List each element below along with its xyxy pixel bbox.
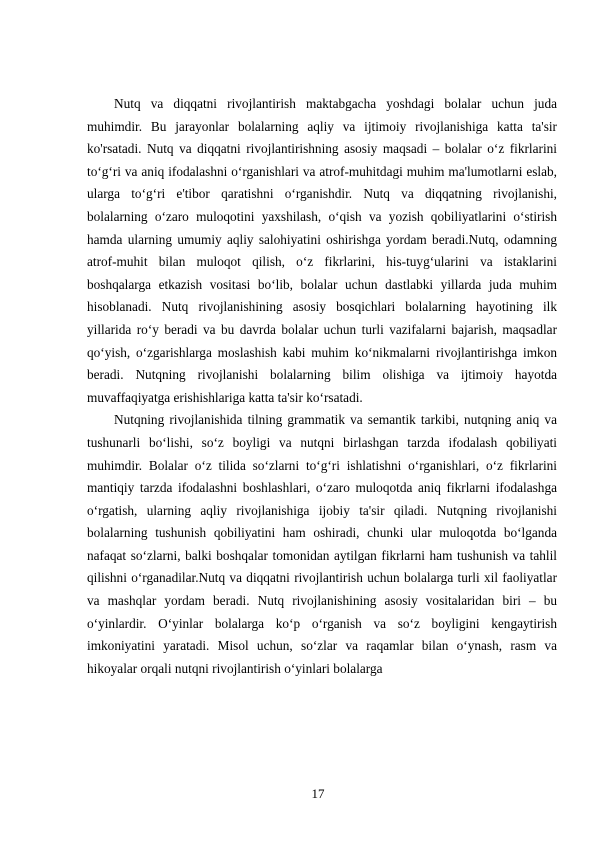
- paragraph-2: Nutqning rivojlanishida tilning grammatik va semantik tarkibi, nutqning aniq va tushunarli bo‘lishi, so‘z boyligi va nutqni birlashgan tarzda ifodalash qobiliyati muhimdir. Bolalar o‘z tilida so‘zlarni to‘g‘ri ishlatishni o‘rganishlari, o‘z fikrlarini mantiqiy tarzda ifodalashni boshlashlari, o‘zaro muloqotda aniq fikrlarni ifodalashga o‘rgatish, ularning aqliy rivojlanishiga ijobiy ta'sir qiladi. Nutqning rivojlanishi bolalarning tushunish qobiliyatini ham oshiradi, chunki ular muloqotda bo‘lganda nafaqat so‘zlarni, balki boshqalar tomonidan aytilgan fikrlarni ham tushunish va tahlil qilishni o‘rganadilar.Nutq va diqqatni rivojlantirish uchun bolalarga turli xil faoliyatlar va mashqlar yordam beradi. Nutq rivojlanishining asosiy vositalaridan biri – bu o‘yinlardir. O‘yinlar bolalarga ko‘p o‘rganish va so‘z boyligini kengaytirish imkoniyatini yaratadi. Misol uchun, so‘zlar va raqamlar bilan o‘ynash, rasm va hikoyalar orqali nutqni rivojlantirish o‘yinlari bolalarga: [87, 412, 557, 676]
- paragraph-1: Nutq va diqqatni rivojlantirish maktabgacha yoshdagi bolalar uchun juda muhimdir. Bu jarayonlar bolalarning aqliy va ijtimoiy rivojlanishiga katta ta'sir ko'rsatadi. Nutq va diqqatni rivojlantirishning asosiy maqsadi – bolalar o‘z fikrlarini to‘g‘ri va aniq ifodalashni o‘rganishlari va atrof-muhitdagi muhim ma'lumotlarni eslab, ularga to‘g‘ri e'tibor qaratishni o‘rganishdir. Nutq va diqqatning rivojlanishi, bolalarning o‘zaro muloqotini yaxshilash, o‘qish va yozish qobiliyatlarini o‘stirish hamda ularning umumiy aqliy salohiyatini oshirishga yordam beradi.Nutq, odamning atrof-muhit bilan muloqot qilish, o‘z fikrlarini, his-tuyg‘ularini va istaklarini boshqalarga etkazish vositasi bo‘lib, bolalar uchun dastlabki yillarda juda muhim hisoblanadi. Nutq rivojlanishining asosiy bosqichlari bolalarning hayotining ilk yillarida ro‘y beradi va bu davrda bolalar uchun turli vazifalarni bajarish, maqsadlar qo‘yish, o‘zgarishlarga moslashish kabi muhim ko‘nikmalarni rivojlantirishga imkon beradi. Nutqning rivojlanishi bolalarning bilim olishiga va ijtimoiy hayotda muvaffaqiyatga erishishlariga katta ta'sir ko‘rsatadi.: [87, 96, 557, 405]
- document-page: [87, 93, 557, 680]
- page-number: 17: [311, 786, 325, 801]
